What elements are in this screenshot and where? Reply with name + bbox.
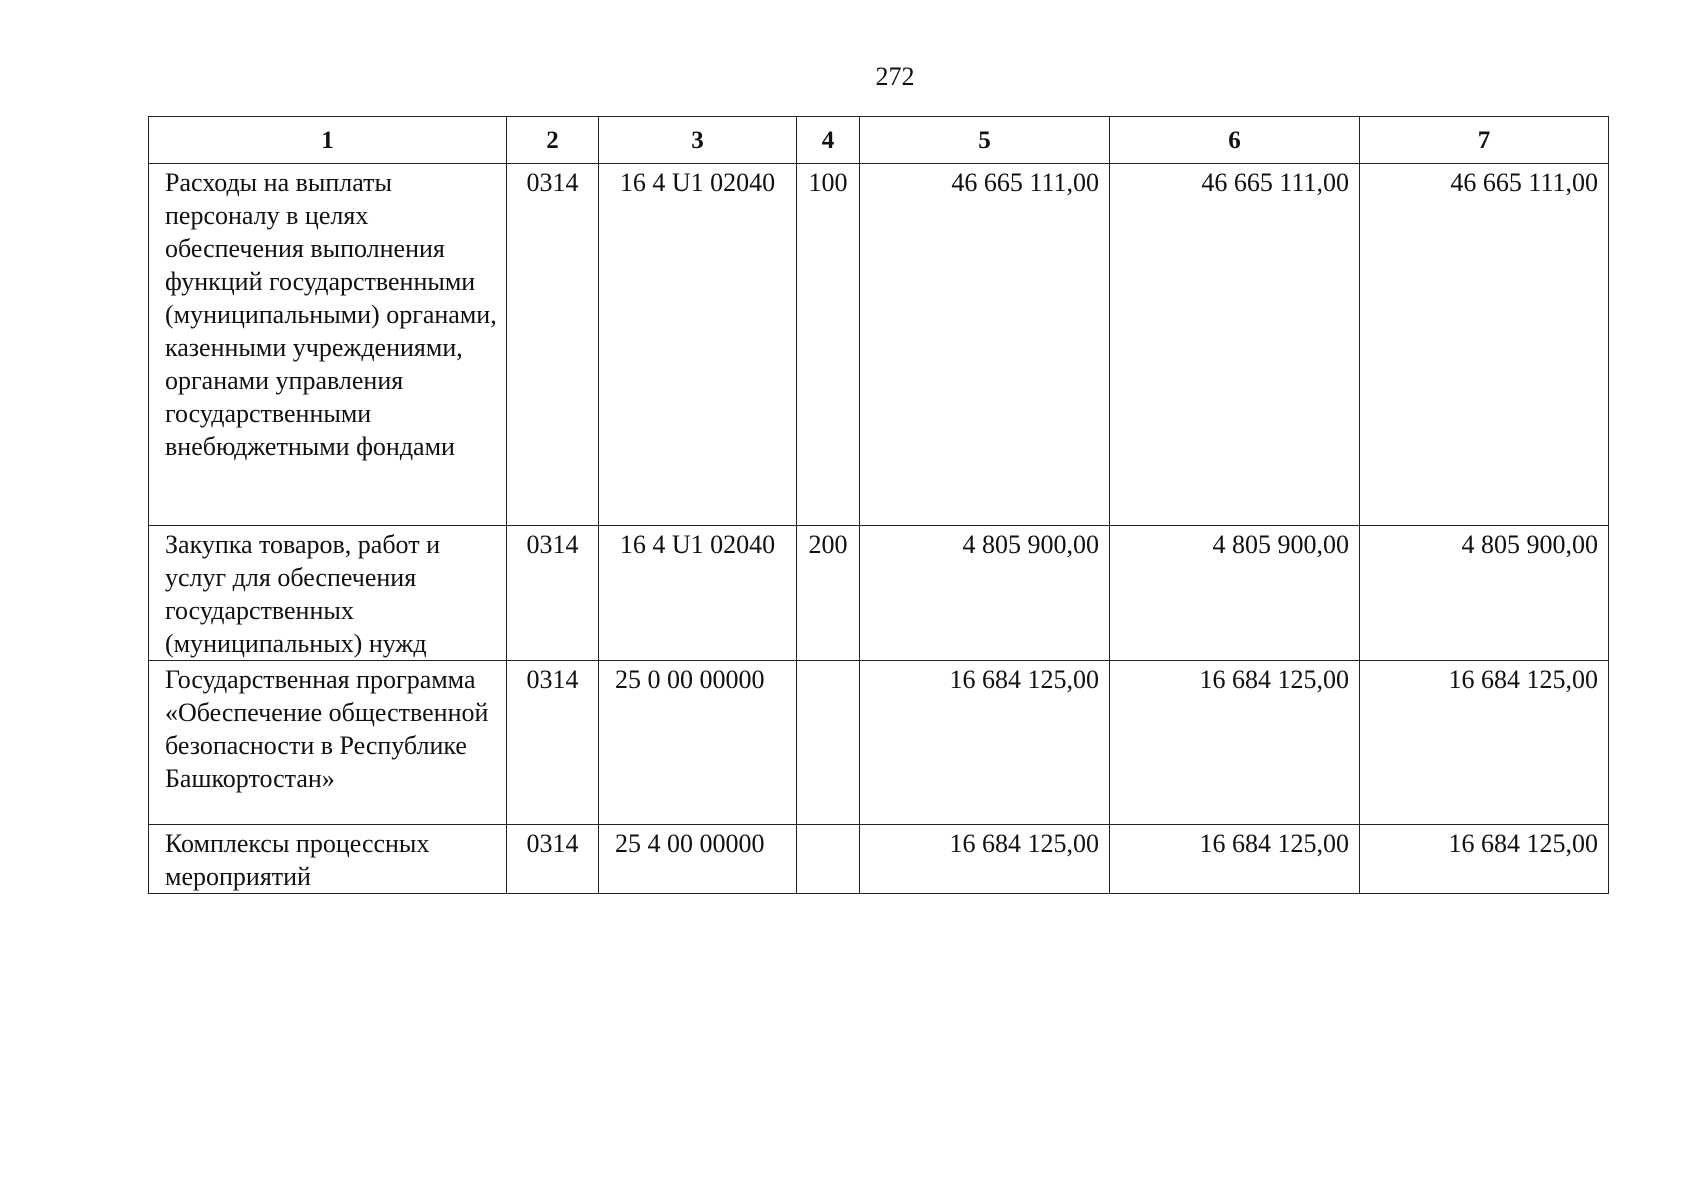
row-section: 0314 (507, 164, 599, 526)
row-name: Закупка товаров, работ и услуг для обеспечения государственных (муниципальных) нужд (149, 526, 507, 661)
column-header-3: 3 (599, 117, 797, 164)
row-amount-3: 16 684 125,00 (1360, 661, 1609, 825)
row-amount-3: 16 684 125,00 (1360, 825, 1609, 894)
table-row (149, 164, 1609, 526)
column-header-7: 7 (1360, 117, 1609, 164)
row-target: 16 4 U1 02040 (599, 164, 797, 526)
page-number: 272 (875, 62, 915, 91)
table-header-row (149, 117, 1609, 164)
budget-table (148, 116, 1609, 894)
row-amount-3: 4 805 900,00 (1360, 526, 1609, 661)
row-target: 25 4 00 00000 (599, 825, 797, 894)
row-kind: 100 (797, 164, 860, 526)
row-amount-2: 46 665 111,00 (1110, 164, 1360, 526)
column-header-6: 6 (1110, 117, 1360, 164)
row-name: Расходы на выплаты персоналу в целях обеспечения выполнения функций государственными (муниципальными) органами, казенными учреждениями, органами управления государственными внебюджетными фондами (149, 164, 507, 526)
table-row (149, 661, 1609, 825)
row-amount-1: 16 684 125,00 (860, 825, 1110, 894)
row-section: 0314 (507, 526, 599, 661)
row-amount-2: 16 684 125,00 (1110, 825, 1360, 894)
row-amount-2: 4 805 900,00 (1110, 526, 1360, 661)
row-name: Комплексы процессных мероприятий (149, 825, 507, 894)
row-name: Государственная программа «Обеспечение общественной безопасности в Республике Башкортостан» (149, 661, 507, 825)
row-amount-1: 46 665 111,00 (860, 164, 1110, 526)
row-amount-1: 4 805 900,00 (860, 526, 1110, 661)
row-target: 25 0 00 00000 (599, 661, 797, 825)
row-section: 0314 (507, 661, 599, 825)
column-header-5: 5 (860, 117, 1110, 164)
row-section: 0314 (507, 825, 599, 894)
table-row (149, 825, 1609, 894)
row-amount-1: 16 684 125,00 (860, 661, 1110, 825)
row-amount-3: 46 665 111,00 (1360, 164, 1609, 526)
row-kind (797, 825, 860, 894)
row-target: 16 4 U1 02040 (599, 526, 797, 661)
row-amount-2: 16 684 125,00 (1110, 661, 1360, 825)
row-kind (797, 661, 860, 825)
row-kind: 200 (797, 526, 860, 661)
column-header-4: 4 (797, 117, 860, 164)
column-header-1: 1 (149, 117, 507, 164)
table-row (149, 526, 1609, 661)
column-header-2: 2 (507, 117, 599, 164)
